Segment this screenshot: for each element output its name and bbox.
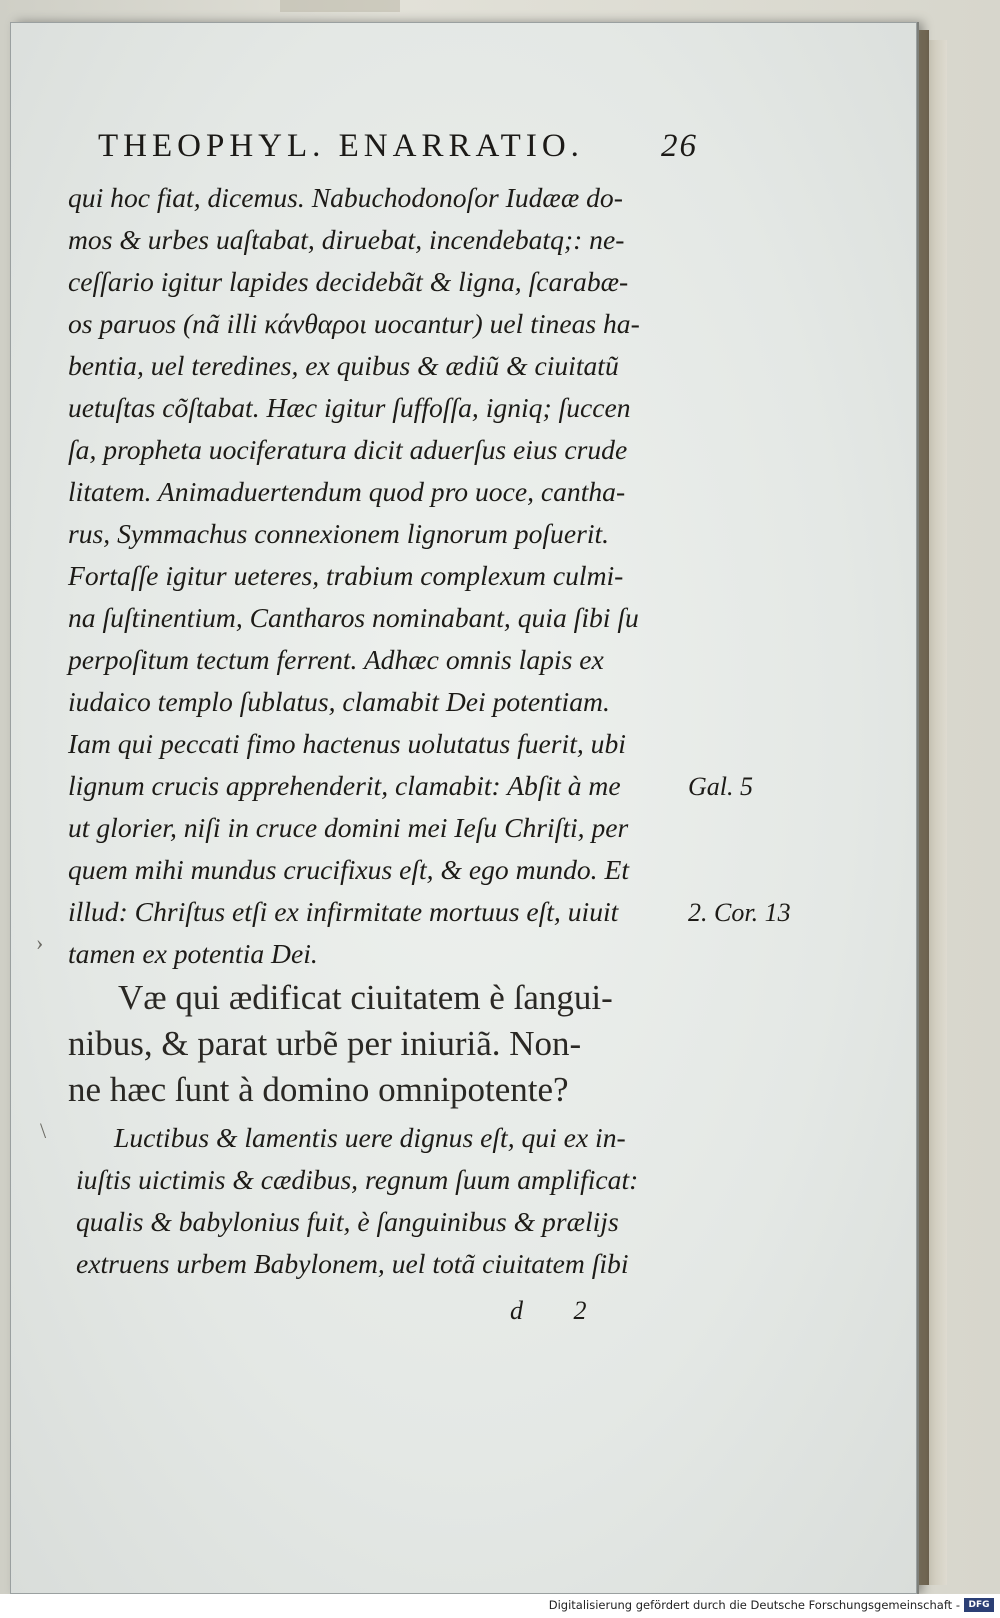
page-number: 26: [661, 128, 698, 164]
dfg-logo: DFG: [964, 1598, 994, 1612]
text-line: lignum crucis apprehenderit, clamabit: Abſit à me: [68, 770, 621, 801]
running-head-title: THEOPHYL. ENARRATIO.: [98, 128, 584, 164]
text-line: mos & urbes uaſtabat, diruebat, incendebatq;: ne-: [68, 224, 625, 255]
margin-note-cor: 2. Cor. 13: [688, 898, 791, 927]
text-line: quem mihi mundus crucifixus eſt, & ego mundo. Et: [68, 854, 629, 885]
text-line: Luctibus & lamentis uere dignus eſt, qui ex in-: [114, 1122, 626, 1153]
margin-tick: ›: [36, 930, 44, 955]
text-line: illud: Chriſtus etſi ex infirmitate mortuus eſt, uiuit: [68, 896, 619, 927]
text-line: iuſtis uictimis & cædibus, regnum ſuum amplificat:: [76, 1164, 639, 1195]
text-line: bentia, uel teredines, ex quibus & ædiũ & ciuitatũ: [68, 350, 619, 381]
verse-line: nibus, & parat urbẽ per iniuriã. Non-: [68, 1024, 582, 1063]
text-line: na ſuſtinentium, Cantharos nominabant, quia ſibi ſu: [68, 602, 639, 633]
text-line: Fortaſſe igitur ueteres, trabium complexum culmi-: [68, 560, 624, 591]
signature-mark: d 2: [510, 1296, 609, 1325]
margin-note-gal: Gal. 5: [688, 772, 753, 801]
text-line: qualis & babylonius fuit, è ſanguinibus & prælijs: [76, 1206, 619, 1237]
text-line: litatem. Animaduertendum quod pro uoce, cantha-: [68, 476, 626, 507]
margin-tick: \: [40, 1118, 47, 1143]
text-line: ceſſario igitur lapides decidebãt & ligna, ſcarabæ-: [68, 266, 629, 297]
text-line: ſa, propheta uociferatura dicit aduerſus eius crude: [68, 434, 628, 465]
scan-artifact: [280, 0, 400, 12]
book-page: [10, 22, 917, 1594]
text-line: uetuſtas cõſtabat. Hæc igitur ſuffoſſa, igniq; ſuccen: [68, 392, 631, 423]
running-head: [98, 128, 698, 165]
text-line: tamen ex potentia Dei.: [68, 938, 318, 969]
text-line: qui hoc fiat, dicemus. Nabuchodonoſor Iudææ do-: [68, 182, 623, 213]
book-fore-edge: [915, 30, 929, 1585]
funding-notice: Digitalisierung gefördert durch die Deutsche Forschungsgemeinschaft -: [548, 1598, 960, 1612]
book-cover-edge: [929, 40, 947, 1585]
text-line: ut glorier, niſi in cruce domini mei Ieſu Chriſti, per: [68, 812, 629, 843]
text-line: rus, Symmachus connexionem lignorum poſuerit.: [68, 518, 610, 549]
text-line: perpoſitum tectum ferrent. Adhæc omnis lapis ex: [68, 644, 604, 675]
text-line: extruens urbem Babylonem, uel totã ciuitatem ſibi: [76, 1248, 629, 1279]
text-line: iudaico templo ſublatus, clamabit Dei potentiam.: [68, 686, 610, 717]
footer-bar: [0, 1594, 1000, 1618]
text-line: Iam qui peccati fimo hactenus uolutatus fuerit, ubi: [68, 728, 626, 759]
verse-line: Væ qui ædificat ciuitatem è ſangui-: [118, 978, 613, 1017]
text-line: os paruos (nã illi κάνθαροι uocantur) uel tineas ha-: [68, 308, 640, 339]
verse-line: ne hæc ſunt à domino omnipotente?: [68, 1070, 569, 1109]
